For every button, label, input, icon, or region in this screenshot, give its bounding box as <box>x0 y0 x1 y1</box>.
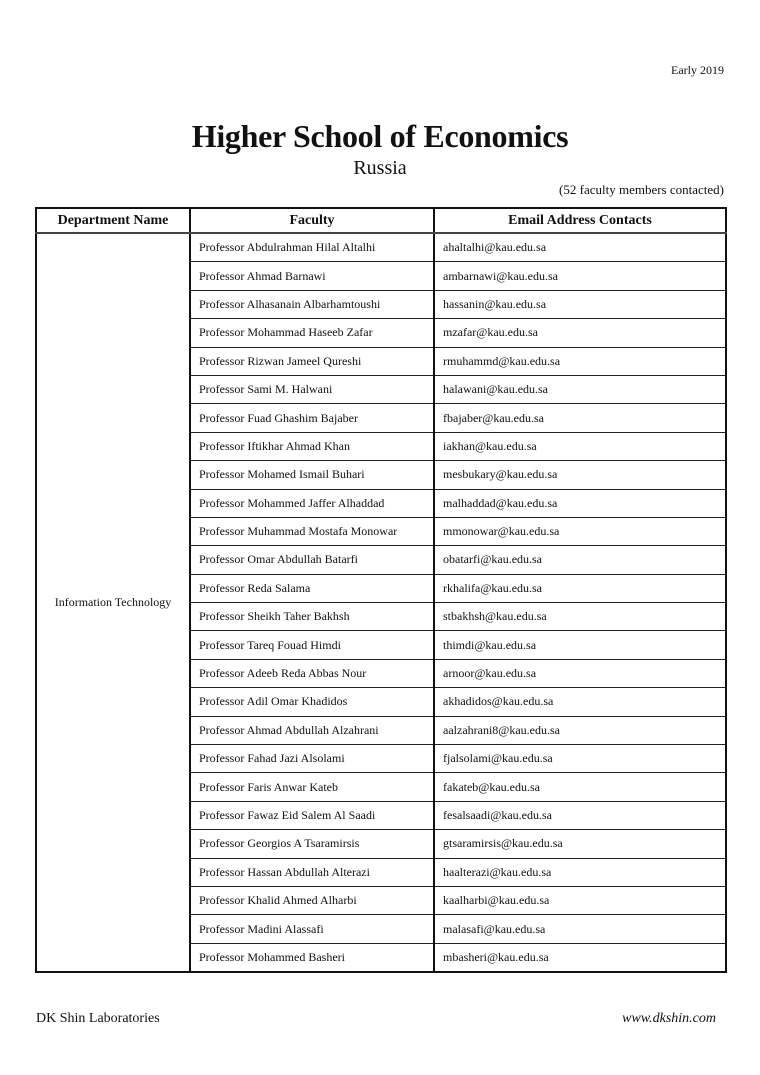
email-cell[interactable]: thimdi@kau.edu.sa <box>434 631 726 659</box>
column-header-department: Department Name <box>36 208 190 233</box>
faculty-name-cell: Professor Iftikhar Ahmad Khan <box>190 432 434 460</box>
page-title: Higher School of Economics <box>191 118 569 154</box>
faculty-name-cell: Professor Fawaz Eid Salem Al Saadi <box>190 801 434 829</box>
email-cell[interactable]: malhaddad@kau.edu.sa <box>434 489 726 517</box>
email-cell[interactable]: iakhan@kau.edu.sa <box>434 432 726 460</box>
faculty-name-cell: Professor Adil Omar Khadidos <box>190 688 434 716</box>
email-cell[interactable]: fakateb@kau.edu.sa <box>434 773 726 801</box>
email-cell[interactable]: rkhalifa@kau.edu.sa <box>434 574 726 602</box>
email-cell[interactable]: halawani@kau.edu.sa <box>434 375 726 403</box>
email-cell[interactable]: fbajaber@kau.edu.sa <box>434 404 726 432</box>
faculty-name-cell: Professor Rizwan Jameel Qureshi <box>190 347 434 375</box>
email-cell[interactable]: ambarnawi@kau.edu.sa <box>434 262 726 290</box>
faculty-name-cell: Professor Georgios A Tsaramirsis <box>190 830 434 858</box>
faculty-name-cell: Professor Alhasanain Albarhamtoushi <box>190 290 434 318</box>
faculty-name-cell: Professor Adeeb Reda Abbas Nour <box>190 659 434 687</box>
faculty-name-cell: Professor Sheikh Taher Bakhsh <box>190 603 434 631</box>
faculty-name-cell: Professor Abdulrahman Hilal Altalhi <box>190 233 434 262</box>
faculty-name-cell: Professor Fahad Jazi Alsolami <box>190 745 434 773</box>
faculty-name-cell: Professor Mohammed Jaffer Alhaddad <box>190 489 434 517</box>
faculty-name-cell: Professor Ahmad Barnawi <box>190 262 434 290</box>
column-header-email: Email Address Contacts <box>434 208 726 233</box>
document-date: Early 2019 <box>671 63 724 77</box>
email-cell[interactable]: stbakhsh@kau.edu.sa <box>434 603 726 631</box>
faculty-name-cell: Professor Tareq Fouad Himdi <box>190 631 434 659</box>
page-subtitle: Russia <box>353 157 407 179</box>
faculty-name-cell: Professor Omar Abdullah Batarfi <box>190 546 434 574</box>
faculty-name-cell: Professor Mohamed Ismail Buhari <box>190 461 434 489</box>
table-header-row <box>36 208 726 233</box>
email-cell[interactable]: mmonowar@kau.edu.sa <box>434 517 726 545</box>
faculty-table <box>35 207 727 973</box>
email-cell[interactable]: aalzahrani8@kau.edu.sa <box>434 716 726 744</box>
email-cell[interactable]: fjalsolami@kau.edu.sa <box>434 745 726 773</box>
email-cell[interactable]: gtsaramirsis@kau.edu.sa <box>434 830 726 858</box>
faculty-name-cell: Professor Mohammed Basheri <box>190 943 434 972</box>
email-cell[interactable]: haalterazi@kau.edu.sa <box>434 858 726 886</box>
email-cell[interactable]: mzafar@kau.edu.sa <box>434 319 726 347</box>
email-cell[interactable]: fesalsaadi@kau.edu.sa <box>434 801 726 829</box>
table-body <box>36 233 726 972</box>
email-cell[interactable]: rmuhammd@kau.edu.sa <box>434 347 726 375</box>
email-cell[interactable]: malasafi@kau.edu.sa <box>434 915 726 943</box>
faculty-name-cell: Professor Reda Salama <box>190 574 434 602</box>
faculty-name-cell: Professor Faris Anwar Kateb <box>190 773 434 801</box>
faculty-name-cell: Professor Sami M. Halwani <box>190 375 434 403</box>
column-header-faculty: Faculty <box>190 208 434 233</box>
department-name-cell: Information Technology <box>36 233 190 972</box>
table-row <box>36 233 726 262</box>
faculty-name-cell: Professor Ahmad Abdullah Alzahrani <box>190 716 434 744</box>
faculty-name-cell: Professor Mohammad Haseeb Zafar <box>190 319 434 347</box>
faculty-name-cell: Professor Fuad Ghashim Bajaber <box>190 404 434 432</box>
email-cell[interactable]: mbasheri@kau.edu.sa <box>434 943 726 972</box>
contact-count: (52 faculty members contacted) <box>559 182 724 197</box>
faculty-name-cell: Professor Muhammad Mostafa Monowar <box>190 517 434 545</box>
footer-website-link[interactable]: www.dkshin.com <box>622 1011 716 1026</box>
email-cell[interactable]: mesbukary@kau.edu.sa <box>434 461 726 489</box>
email-cell[interactable]: hassanin@kau.edu.sa <box>434 290 726 318</box>
email-cell[interactable]: akhadidos@kau.edu.sa <box>434 688 726 716</box>
footer-organization: DK Shin Laboratories <box>36 1011 160 1026</box>
faculty-name-cell: Professor Hassan Abdullah Alterazi <box>190 858 434 886</box>
email-cell[interactable]: arnoor@kau.edu.sa <box>434 659 726 687</box>
faculty-name-cell: Professor Khalid Ahmed Alharbi <box>190 886 434 914</box>
email-cell[interactable]: ahaltalhi@kau.edu.sa <box>434 233 726 262</box>
faculty-name-cell: Professor Madini Alassafi <box>190 915 434 943</box>
email-cell[interactable]: kaalharbi@kau.edu.sa <box>434 886 726 914</box>
email-cell[interactable]: obatarfi@kau.edu.sa <box>434 546 726 574</box>
